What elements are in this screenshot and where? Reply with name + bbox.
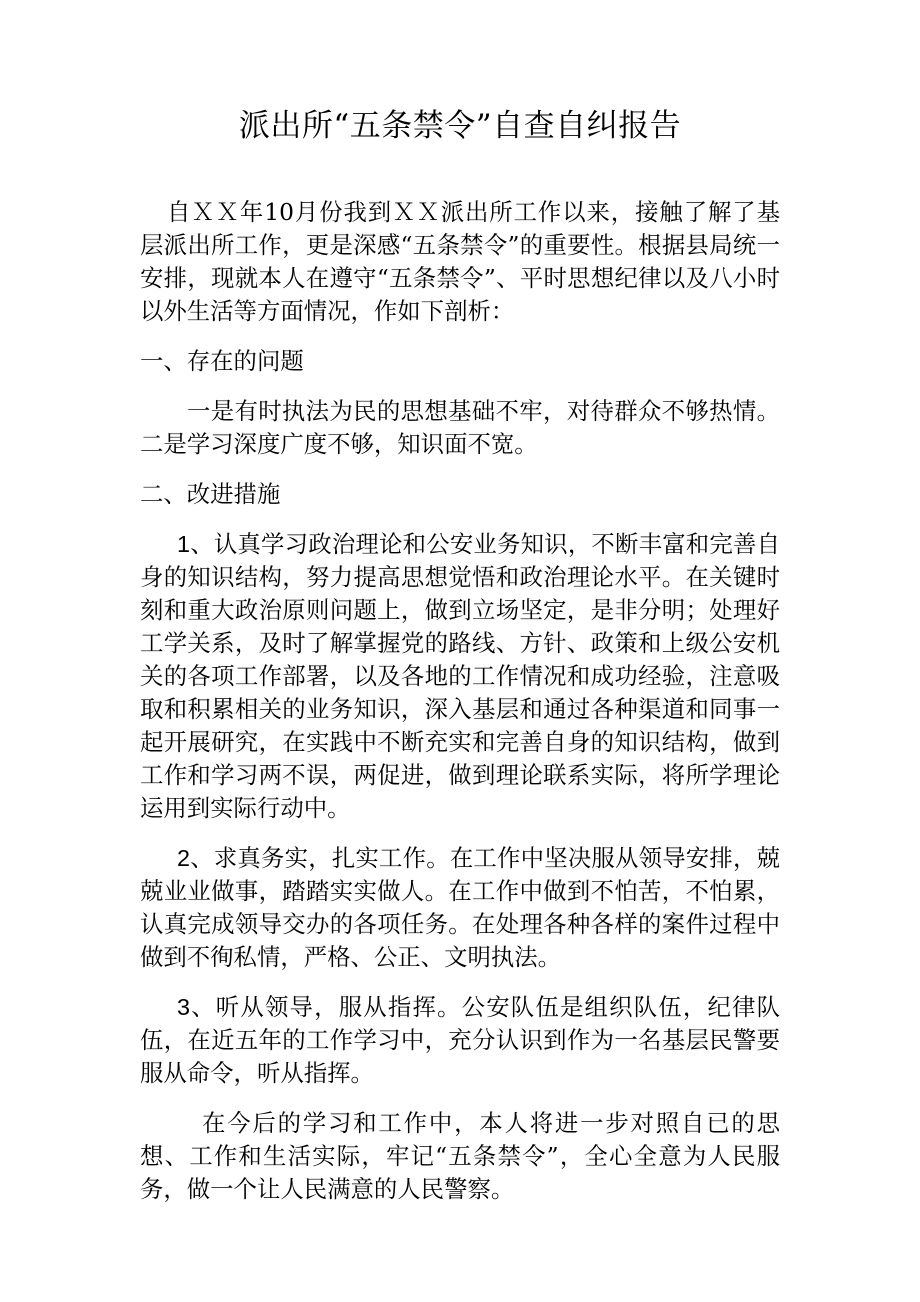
intro-paragraph: 自ＸＸ年10月份我到ＸＸ派出所工作以来，接触了解了基层派出所工作，更是深感“五条禁令”的重要性。根据县局统一安排，现就本人在遵守“五条禁令”、平时思想纪律以及八小时以外生活等方面情况，作如下剖析：	[140, 198, 780, 325]
section-heading-problems: 一、存在的问题	[140, 347, 304, 375]
measure-item-number: 3	[177, 994, 191, 1020]
measure-item-text: 、听从领导，服从指挥。公安队伍是组织队伍，纪律队伍，在近五年的工作学习中，充分认识到作为一名基层民警要服从命令，听从指挥。	[140, 993, 780, 1087]
problems-paragraph: 一是有时执法为民的思想基础不牢，对待群众不够热情。二是学习深度广度不够，知识面不宽。	[140, 397, 780, 458]
document-title: 派出所“五条禁令”自查自纠报告	[238, 108, 682, 144]
section-heading-measures: 二、改进措施	[140, 480, 281, 508]
closing-paragraph: 在今后的学习和工作中，本人将进一步对照自已的思想、工作和生活实际，牢记“五条禁令”，全心全意为人民服务，做一个让人民满意的人民警察。	[140, 1109, 780, 1203]
measure-item-1	[140, 528, 780, 825]
measure-item-2	[140, 842, 780, 974]
measure-item-number: 1	[177, 531, 191, 557]
measure-item-text: 、认真学习政治理论和公安业务知识，不断丰富和完善自身的知识结构，努力提高思想觉悟和政治理论水平。在关键时刻和重大政治原则问题上，做到立场坚定，是非分明；处理好工学关系，及时了解掌握党的路线、方针、政策和上级公安机关的各项工作部署，以及各地的工作情况和成功经验，注意吸取和积累相关的业务知识，深入基层和通过各种渠道和同事一起开展研究，在实践中不断充实和完善自身的知识结构，做到工作和学习两不误，两促进，做到理论联系实际，将所学理论运用到实际行动中。	[140, 530, 780, 822]
measure-item-number: 2	[177, 845, 191, 871]
measure-item-text: 、求真务实，扎实工作。在工作中坚决服从领导安排，兢兢业业做事，踏踏实实做人。在工作中做到不怕苦，不怕累，认真完成领导交办的各项任务。在处理各种各样的案件过程中做到不徇私情，严格、公正、文明执法。	[140, 844, 780, 971]
measure-item-3	[140, 991, 780, 1090]
document-body	[140, 196, 780, 1206]
